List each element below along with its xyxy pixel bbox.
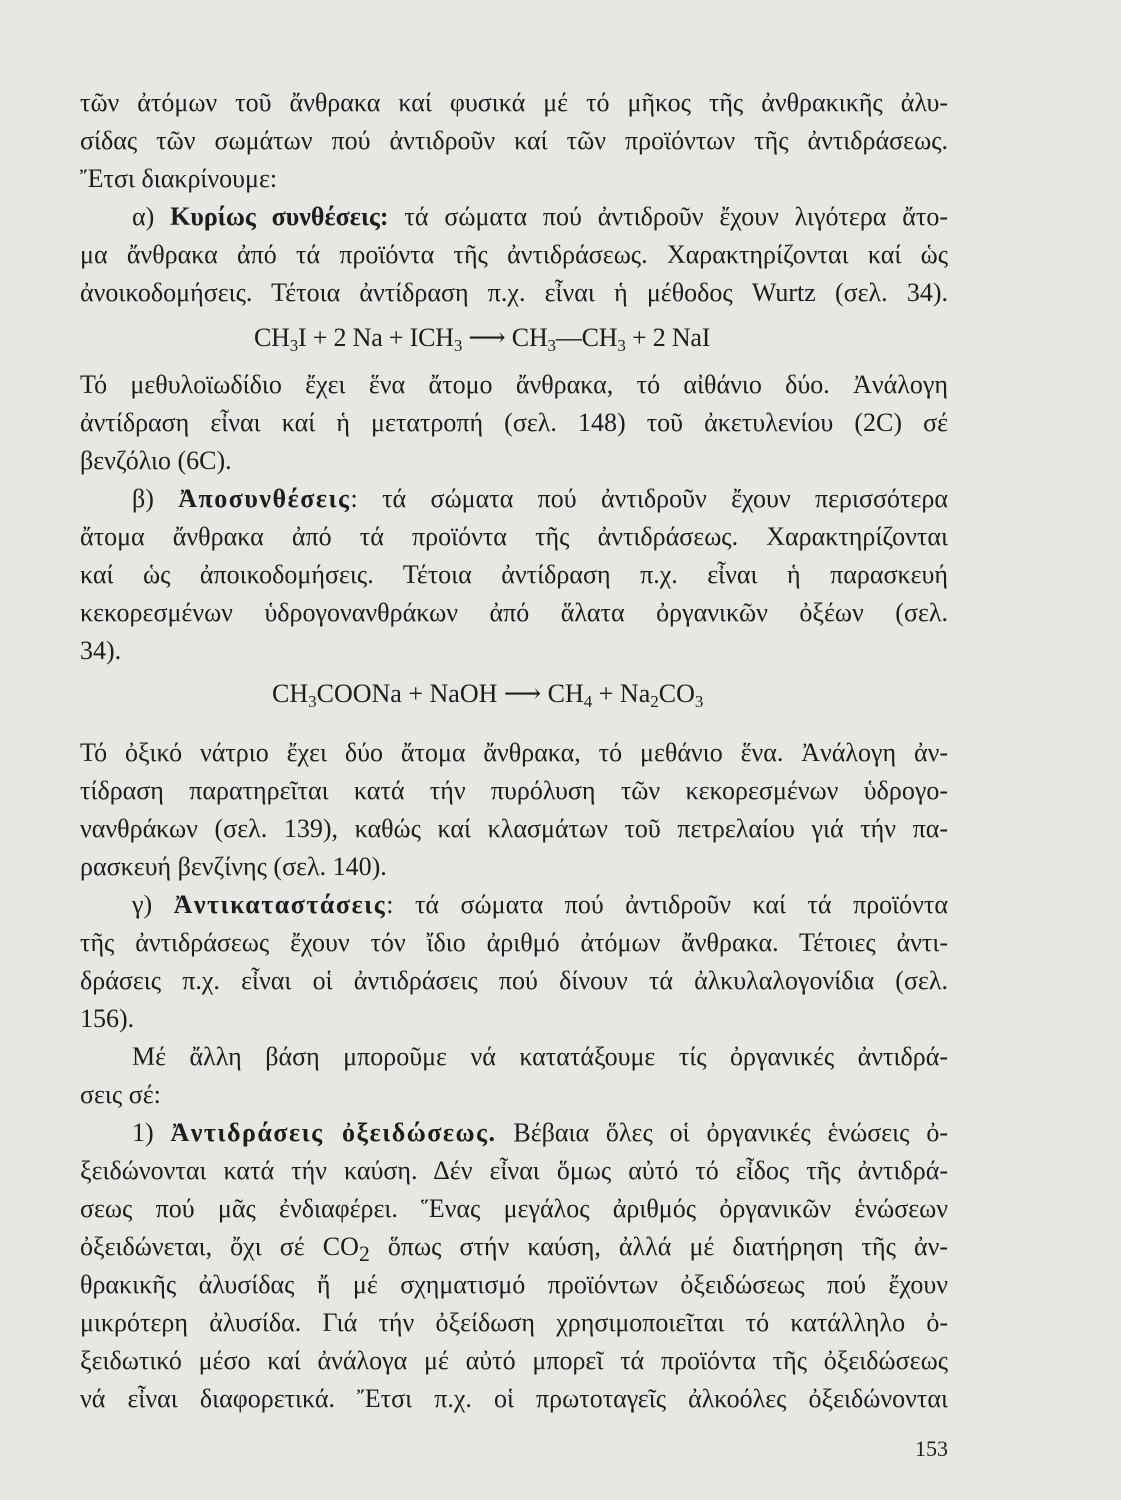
formula-text: + 2 NaI [625, 323, 711, 352]
formula-subscript: 4 [583, 692, 593, 711]
text-line: νά εἶναι διαφορετικά. Ἔτσι π.χ. οἱ πρωτοταγεῖς ἀλκοόλες ὀξειδώνονται [80, 1384, 948, 1413]
item-heading: Ἀντικαταστάσεις [173, 890, 387, 919]
text-line: νανθράκων (σελ. 139), καθώς καί κλασμάτων τοῦ πετρελαίου γιά τήν πα- [80, 814, 948, 843]
formula-text: CH [254, 323, 290, 352]
text-line: σεως πού μᾶς ἐνδιαφέρει. Ἕνας μεγάλος ἀριθμός ὀργανικῶν ἑνώσεων [80, 1194, 948, 1223]
formula-text: ⟶ CH [462, 323, 548, 352]
text-line [80, 480, 948, 518]
item-heading: Κυρίως συνθέσεις: [170, 202, 389, 231]
formula-text: + Na [592, 679, 651, 708]
text-span: : τά σώματα πού ἀντιδροῦν καί τά προϊόντα [386, 890, 948, 919]
item-heading: Ἀποσυνθέσεις [178, 484, 351, 513]
text-line: Μέ ἄλλη βάση μποροῦμε νά κατατάξουμε τίς ὀργανικές ἀντιδρά- [132, 1042, 948, 1071]
formula-subscript: 3 [547, 336, 556, 355]
text-line: βενζόλιο (6C). [80, 446, 232, 475]
text-line: ἀντίδραση εἶναι καί ἡ μετατροπή (σελ. 148) τοῦ ἀκετυλενίου (2C) σέ [80, 408, 948, 437]
text-line: τῶν ἀτόμων τοῦ ἄνθρακα καί φυσικά μέ τό μῆκος τῆς ἀνθρακικῆς ἀλυ- [80, 88, 948, 117]
text-line: τῆς ἀντιδράσεως ἔχουν τόν ἴδιο ἀριθμό ἀτόμων ἄνθρακα. Τέτοιες ἀντι- [80, 928, 948, 957]
formula-subscript: 3 [617, 336, 626, 355]
formula-text: —CH [555, 323, 618, 352]
text-line [80, 1228, 948, 1266]
formula-subscript: 3 [453, 336, 463, 355]
formula-subscript: 3 [694, 692, 704, 711]
text-line [80, 1114, 948, 1152]
page-number: 153 [915, 1436, 948, 1461]
formula-text: I + 2 Na + ICH [298, 323, 454, 352]
text-line: ξειδωτικό μέσο καί ἀνάλογα μέ αὐτό μπορεῖ τά προϊόντα τῆς ὀξειδώσεως [80, 1346, 948, 1375]
text-line: 34). [80, 636, 122, 665]
formula-subscript: 2 [650, 692, 659, 711]
text-line [80, 886, 948, 924]
text-line [80, 198, 948, 236]
paragraph-methyl-iodide [80, 366, 948, 480]
document-page [80, 84, 948, 1474]
text-line: Τό μεθυλοϊωδίδιο ἔχει ἕνα ἄτομο ἄνθρακα, τό αἰθάνιο δύο. Ἀνάλογη [80, 370, 948, 399]
item-label: 1) [132, 1118, 171, 1147]
text-line: ρασκευή βενζίνης (σελ. 140). [80, 852, 387, 881]
text-span: τά σώματα πού ἀντιδροῦν ἔχουν λιγότερα ἄτο- [388, 202, 948, 231]
text-span: ὅπως στήν καύση, ἀλλά μέ διατήρηση τῆς ἀν- [369, 1232, 948, 1261]
text-span: : τά σώματα πού ἀντιδροῦν ἔχουν περισσότερα [350, 484, 948, 513]
item-c-antikatastaseis [80, 886, 948, 1038]
formula-text: COONa + NaOH ⟶ CH [316, 679, 584, 708]
text-line: ἄτομα ἄνθρακα ἀπό τά προϊόντα τῆς ἀντιδράσεως. Χαρακτηρίζονται [80, 522, 948, 551]
text-line: σεις σέ: [80, 1080, 161, 1109]
paragraph-sodium-acetate [80, 734, 948, 886]
formula-text: CH [272, 679, 309, 708]
formula-subscript: 3 [308, 692, 317, 711]
item-b-aposyntheseis [80, 480, 948, 670]
formula-wurtz [80, 316, 948, 360]
text-line: δράσεις π.χ. εἶναι οἱ ἀντιδράσεις πού δίνουν τά ἀλκυλαλογονίδια (σελ. [80, 966, 948, 995]
item-heading: Ἀντιδράσεις ὀξειδώσεως. [170, 1118, 497, 1147]
text-line: καί ὡς ἀποικοδομήσεις. Τέτοια ἀντίδραση π.χ. εἶναι ἡ παρασκευή [80, 560, 948, 589]
text-line: Τό ὀξικό νάτριο ἔχει δύο ἄτομα ἄνθρακα, τό μεθάνιο ἕνα. Ἀνάλογη ἀν- [80, 738, 948, 767]
item-label: α) [132, 202, 171, 231]
item-a-kyrios-syntheseis [80, 198, 948, 312]
text-line: ξειδώνονται κατά τήν καύση. Δέν εἶναι ὅμως αὐτό τό εἶδος τῆς ἀντιδρά- [80, 1156, 948, 1185]
item-label: γ) [132, 890, 174, 919]
text-span: ὀξειδώνεται, ὄχι σέ CO [80, 1232, 359, 1261]
paragraph-intro [80, 84, 948, 198]
text-line: σίδας τῶν σωμάτων πού ἀντιδροῦν καί τῶν προϊόντων τῆς ἀντιδράσεως. [80, 126, 948, 155]
formula-text: CO [658, 679, 695, 708]
text-line: Ἔτσι διακρίνουμε: [80, 164, 278, 193]
text-line: μικρότερη ἀλυσίδα. Γιά τήν ὀξείδωση χρησιμοποιεῖται τό κατάλληλο ὀ- [80, 1308, 948, 1337]
formula-decarboxylation [80, 672, 948, 716]
text-line: ἀνοικοδομήσεις. Τέτοια ἀντίδραση π.χ. εἶναι ἡ μέθοδος Wurtz (σελ. 34). [80, 278, 948, 307]
text-line: τίδραση παρατηρεῖται κατά τήν πυρόλυση τῶν κεκορεσμένων ὑδρογο- [80, 776, 948, 805]
item-label: β) [132, 484, 179, 513]
paragraph-other-basis [80, 1038, 948, 1114]
text-line: μα ἄνθρακα ἀπό τά προϊόντα τῆς ἀντιδράσεως. Χαρακτηρίζονται καί ὡς [80, 240, 948, 269]
text-line: κεκορεσμένων ὑδρογονανθράκων ἀπό ἅλατα ὀργανικῶν ὀξέων (σελ. [80, 598, 948, 627]
text-line: 156). [80, 1004, 135, 1033]
formula-subscript: 3 [289, 336, 299, 355]
formula-subscript: 2 [358, 1242, 370, 1267]
text-line: θρακικῆς ἀλυσίδας ἤ μέ σχηματισμό προϊόντων ὀξειδώσεως πού ἔχουν [80, 1270, 948, 1299]
text-span: Βέβαια ὅλες οἱ ὀργανικές ἑνώσεις ὀ- [496, 1118, 948, 1147]
item-1-oxidation-reactions [80, 1114, 948, 1418]
